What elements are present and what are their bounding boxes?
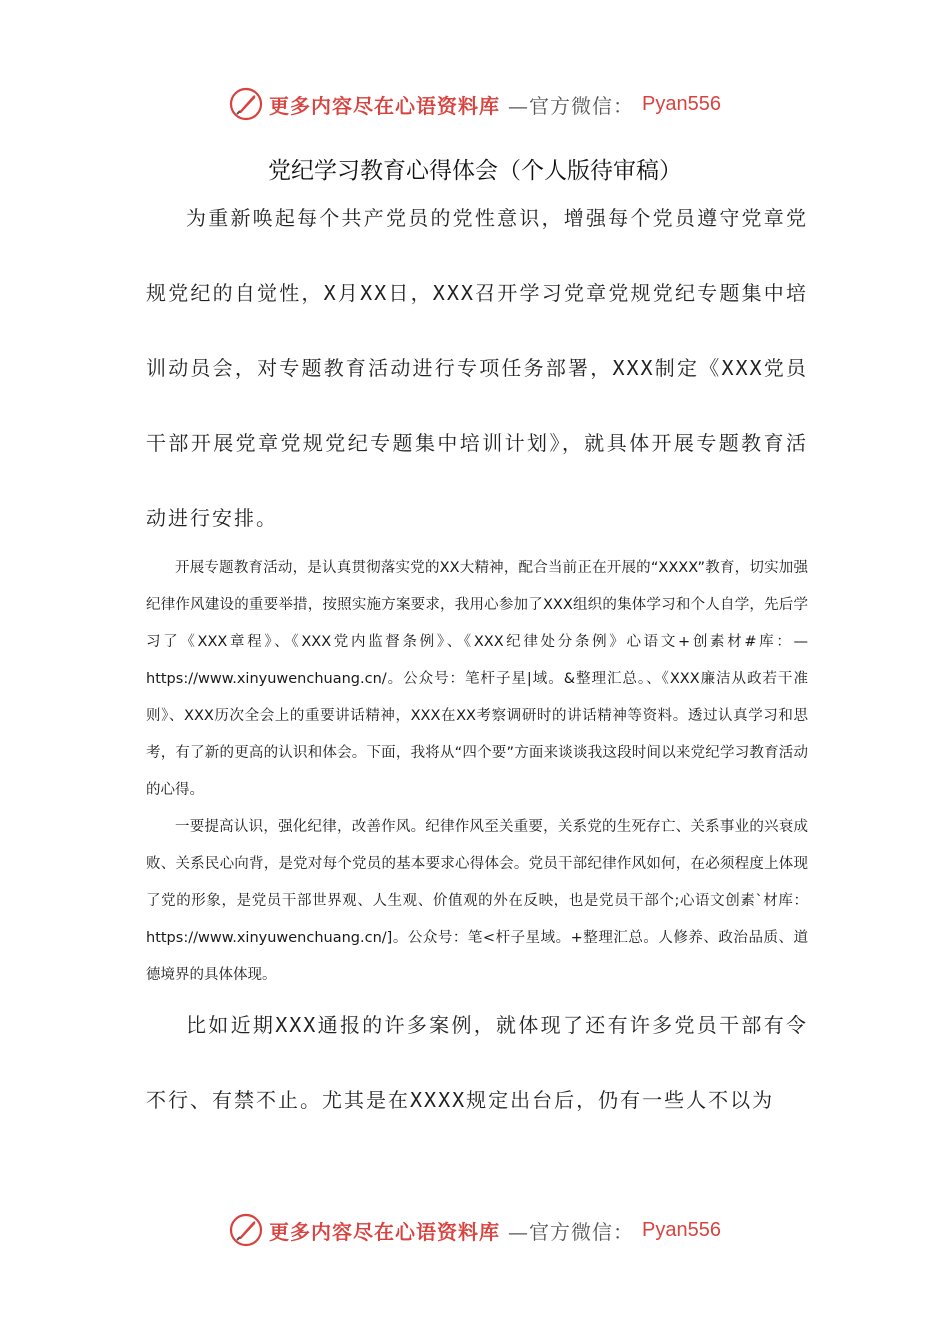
paragraph-1: 为重新唤起每个共产党员的党性意识，增强每个党员遵守党章党规党纪的自觉性，X月XX日，XXX召开学习党章党规党纪专题集中培训动员会，对专题教育活动进行专项任务部署，XXX制定《XXX党员干部开展党章党规党纪专题集中培训计划》，就具体开展专题教育活动进行安排。 — [146, 206, 808, 530]
banner-separator: —官方微信： — [508, 1219, 635, 1244]
document-title: 党纪学习教育心得体会（个人版待审稿） — [268, 158, 682, 184]
paragraph-3: 一要提高认识，强化纪律，改善作风。纪律作风至关重要，关系党的生死存亡、关系事业的兴衰成败、关系民心向背，是党对每个党员的基本要求心得体会。党员干部纪律作风如何，在必须程度上体现了党的形象，是党员干部世界观、人生观、价值观的外在反映，也是党员干部个;心语文创素`材库：https://www.xinyuwenchuang.cn/]。公众号：笔<杆子星域。+整理汇总。人修养、政治品质、道德境界的具体体现。 — [146, 819, 808, 983]
quill-logo-icon — [229, 87, 263, 121]
banner-wechat-id: Pyan556 — [642, 1218, 721, 1241]
paragraph-block-1 — [146, 181, 808, 556]
banner-separator: —官方微信： — [508, 93, 635, 118]
header-watermark-banner — [0, 82, 950, 126]
paragraph-block-3 — [146, 988, 808, 1138]
paragraph-block-2 — [146, 550, 808, 994]
paragraph-2: 开展专题教育活动，是认真贯彻落实党的XX大精神，配合当前正在开展的“XXXX”教育，切实加强纪律作风建设的重要举措，按照实施方案要求，我用心参加了XXX组织的集体学习和个人自学，先后学习了《XXX章程》、《XXX党内监督条例》、《XXX纪律处分条例》心语文+创素材#库：—https://www.xinyuwenchuang.cn/。公众号：笔杆子星|域。&整理汇总。、《XXX廉洁从政若干准则》、XXX历次全会上的重要讲话精神，XXX在XX考察调研时的讲话精神等资料。透过认真学习和思考，有了新的更高的认识和体会。下面，我将从“四个要”方面来谈谈我这段时间以来党纪学习教育活动的心得。 — [146, 560, 808, 798]
paragraph-4: 比如近期XXX通报的许多案例，就体现了还有许多党员干部有令不行、有禁不止。尤其是在XXXX规定出台后，仍有一些人不以为 — [146, 1013, 808, 1112]
banner-text: 更多内容尽在心语资料库 — [269, 1219, 501, 1244]
quill-logo-icon — [229, 1213, 263, 1247]
footer-watermark-banner — [0, 1208, 950, 1252]
banner-wechat-id: Pyan556 — [642, 92, 721, 115]
banner-text: 更多内容尽在心语资料库 — [269, 93, 501, 118]
